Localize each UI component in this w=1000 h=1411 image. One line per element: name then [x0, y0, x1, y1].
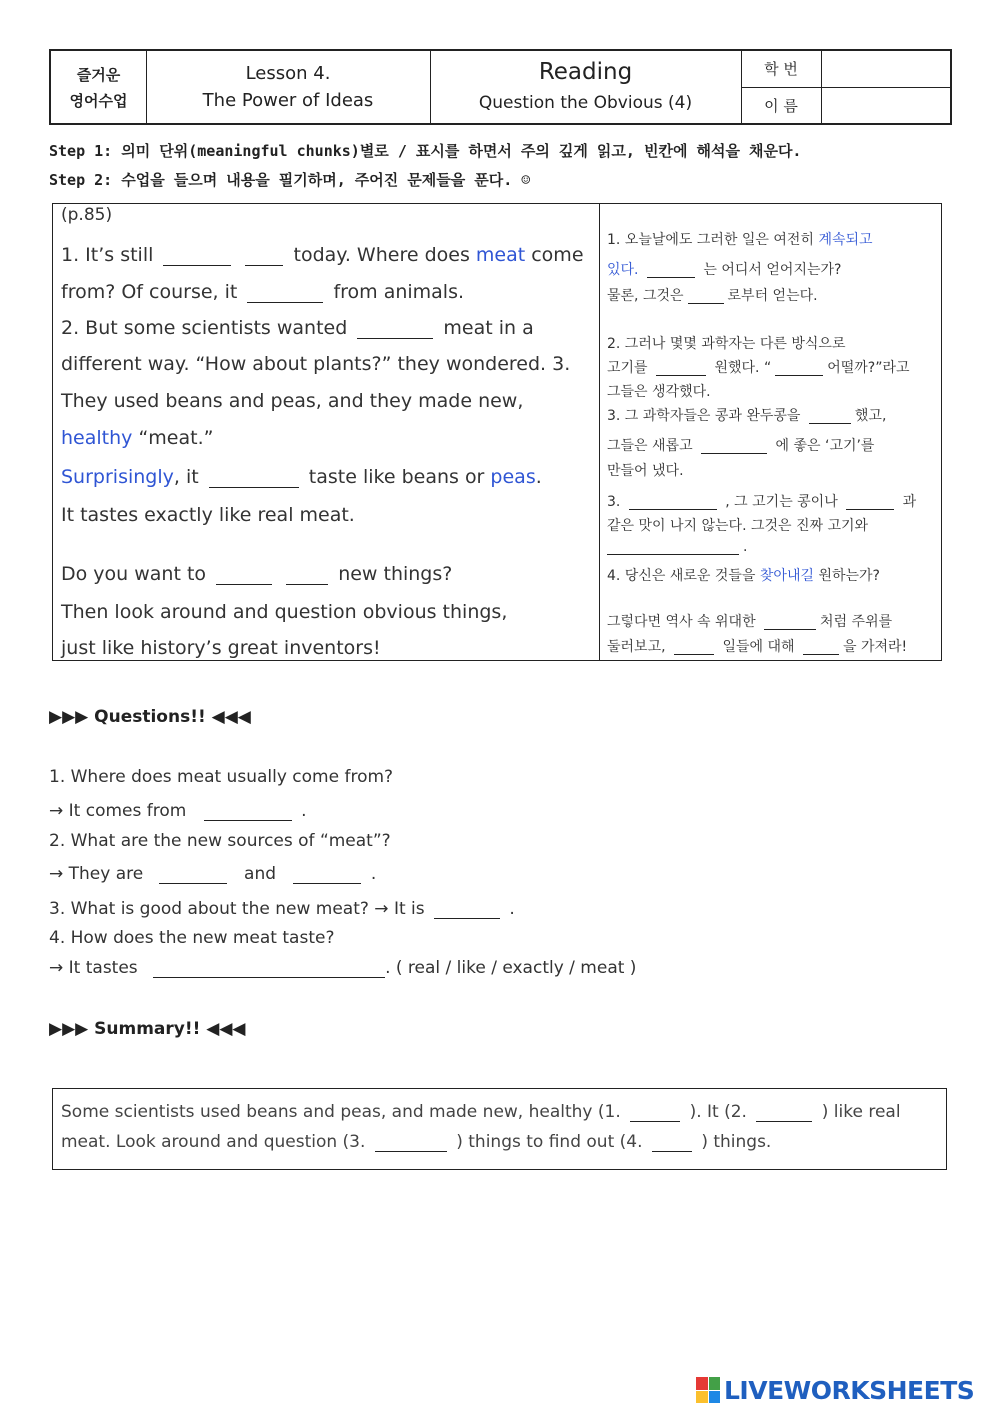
translation-line-15	[607, 636, 907, 656]
text: 그렇다면 역사 속 위대한	[607, 614, 756, 630]
passage-line-2	[61, 281, 464, 303]
text: .	[301, 801, 307, 821]
text: Do you want to	[61, 563, 207, 585]
name-field[interactable]	[821, 88, 950, 124]
course-line1: 즐거운	[76, 66, 121, 84]
blank-input[interactable]	[764, 615, 816, 631]
text: come	[531, 244, 584, 266]
text: 에 좋은 ‘고기’를	[775, 438, 875, 454]
summary-blank-2[interactable]	[756, 1103, 812, 1122]
text: meat. Look around and question (3.	[61, 1132, 366, 1152]
blank-input[interactable]	[245, 245, 283, 266]
summary-line-1	[61, 1102, 901, 1122]
answer-1-input[interactable]	[204, 802, 292, 821]
translation-line-5	[607, 357, 910, 377]
text: 3. What is good about the new meat? → It is	[49, 899, 425, 919]
translation-line-6: 그들은 생각했다.	[607, 384, 711, 400]
blank-input[interactable]	[656, 361, 706, 377]
text: 1. 오늘날에도 그러한 일은 여전히	[607, 232, 814, 248]
highlight-word: 찾아내길	[759, 568, 814, 584]
student-id-field[interactable]	[821, 51, 950, 88]
translation-line-10	[607, 491, 916, 511]
blank-input[interactable]	[809, 409, 851, 425]
lesson-title: The Power of Ideas	[202, 90, 374, 111]
blank-input[interactable]	[286, 564, 328, 585]
text: “meat.”	[138, 427, 214, 449]
text: 고기를	[607, 360, 648, 376]
translation-line-11: 같은 맛이 나지 않는다. 그것은 진짜 고기와	[607, 518, 869, 534]
lesson-cell	[146, 51, 431, 123]
translation-line-1	[607, 229, 873, 249]
blank-input[interactable]	[688, 289, 724, 305]
text: 3. 그 과학자들은 콩과 완두콩을	[607, 408, 801, 424]
question-3	[49, 899, 515, 919]
blank-input[interactable]	[674, 640, 714, 656]
answer-3-input[interactable]	[434, 900, 500, 919]
text: ) like real	[821, 1102, 901, 1122]
highlight-word: healthy	[61, 427, 133, 449]
text: 과	[902, 494, 917, 510]
highlight-word: Surprisingly	[61, 466, 174, 488]
text: ). It (2.	[689, 1102, 747, 1122]
value-cell	[821, 51, 950, 123]
text: ) things to find out (4.	[456, 1132, 643, 1152]
text: from animals.	[333, 281, 465, 303]
answer-4	[49, 958, 636, 978]
translation-line-13	[607, 565, 880, 585]
reading-divider	[599, 203, 600, 661]
question-4: 4. How does the new meat taste?	[49, 928, 335, 948]
passage-line-5: They used beans and peas, and they made new,	[61, 390, 524, 412]
logo-grid-icon	[696, 1377, 720, 1403]
watermark-text: LIVEWORKSHEETS	[724, 1375, 975, 1405]
questions-title: ▶▶▶ Questions!! ◀◀◀	[49, 707, 251, 727]
answer-2b-input[interactable]	[293, 865, 361, 884]
passage-line-9	[61, 563, 452, 585]
course-cell	[51, 51, 147, 123]
text: , 그 고기는 콩이나	[725, 494, 838, 510]
text: 어떨까?”라고	[827, 360, 910, 376]
question-2: 2. What are the new sources of “meat”?	[49, 831, 391, 851]
highlight-word: meat	[475, 244, 526, 266]
text: 원했다. “	[714, 360, 772, 376]
text: today. Where does	[293, 244, 470, 266]
translation-line-7	[607, 405, 886, 425]
header-table	[49, 49, 952, 125]
lesson-number: Lesson 4.	[245, 63, 331, 84]
text: new things?	[338, 563, 453, 585]
passage-line-11: just like history’s great inventors!	[61, 637, 381, 659]
text: → It tastes	[49, 958, 138, 978]
question-1: 1. Where does meat usually come from?	[49, 767, 394, 787]
text: .	[509, 899, 515, 919]
passage-line-6	[61, 427, 213, 449]
student-id-label: 학 번	[741, 51, 821, 88]
summary-blank-1[interactable]	[630, 1103, 680, 1122]
text: meat in a	[443, 317, 534, 339]
blank-input[interactable]	[357, 318, 433, 339]
page-subtitle: Question the Obvious (4)	[478, 93, 693, 113]
page-title: Reading	[538, 59, 633, 85]
blank-input[interactable]	[701, 439, 767, 455]
blank-input[interactable]	[629, 495, 717, 511]
passage-line-3	[61, 317, 534, 339]
summary-box	[52, 1088, 947, 1170]
blank-input[interactable]	[803, 640, 839, 656]
text: taste like beans or	[308, 466, 485, 488]
translation-line-9: 만들어 냈다.	[607, 463, 684, 479]
name-label: 이 름	[764, 97, 798, 115]
answer-4-input[interactable]	[153, 959, 385, 978]
answer-2a-input[interactable]	[159, 865, 227, 884]
text: .	[370, 864, 377, 884]
translation-line-4: 2. 그러나 몇몇 과학자는 다른 방식으로	[607, 336, 846, 352]
step2-instruction: Step 2: 수업을 들으며 내용을 필기하며, 주어진 문제들을 푼다. ☺	[49, 171, 531, 189]
text: → It comes from	[49, 801, 187, 821]
highlight-word: 계속되고	[818, 232, 873, 248]
text: from? Of course, it	[61, 281, 238, 303]
text: 일들에 대해	[722, 639, 795, 655]
passage-line-7	[61, 466, 542, 488]
summary-blank-4[interactable]	[652, 1133, 692, 1152]
answer-1	[49, 801, 307, 821]
page-reference: (p.85)	[61, 205, 113, 225]
blank-input[interactable]	[607, 540, 739, 556]
summary-blank-3[interactable]	[375, 1133, 447, 1152]
text: 4. 당신은 새로운 것들을	[607, 568, 756, 584]
summary-line-2	[61, 1132, 771, 1152]
text: 원하는가?	[818, 568, 880, 584]
blank-input[interactable]	[247, 282, 323, 303]
text: 그들은 새롭고	[607, 438, 693, 454]
text: 1. It’s still	[61, 244, 154, 266]
label-cell	[741, 51, 822, 123]
reading-title-cell	[430, 51, 742, 123]
translation-line-12	[607, 539, 747, 555]
text: .	[743, 539, 748, 555]
passage-line-4: different way. “How about plants?” they wondered. 3.	[61, 353, 571, 375]
text: 을 가져라!	[842, 639, 908, 655]
text: 둘러보고,	[607, 639, 666, 655]
course-line2: 영어수업	[69, 92, 128, 110]
text: , it	[173, 466, 199, 488]
text: and	[244, 864, 277, 884]
text: 는 어디서 얻어지는가?	[703, 262, 842, 278]
text: . ( real / like / exactly / meat )	[385, 958, 637, 978]
translation-line-8	[607, 435, 874, 455]
blank-input[interactable]	[209, 467, 299, 488]
blank-input[interactable]	[846, 495, 894, 511]
text: 3.	[607, 494, 621, 510]
translation-line-14	[607, 611, 892, 631]
blank-input[interactable]	[216, 564, 272, 585]
text: 로부터 얻는다.	[727, 288, 818, 304]
liveworksheets-logo	[696, 1374, 974, 1406]
blank-input[interactable]	[163, 245, 231, 266]
step1-instruction: Step 1: 의미 단위(meaningful chunks)별로 / 표시를 하면서 주의 깊게 읽고, 빈칸에 해석을 채운다.	[49, 142, 802, 160]
text: 2. But some scientists wanted	[61, 317, 348, 339]
highlight-word: peas	[490, 466, 536, 488]
summary-title: ▶▶▶ Summary!! ◀◀◀	[49, 1019, 246, 1039]
blank-input[interactable]	[775, 361, 823, 377]
text: 물론, 그것은	[607, 288, 684, 304]
highlight-word: 있다.	[607, 262, 639, 278]
answer-2	[49, 864, 376, 884]
text: Some scientists used beans and peas, and made new, healthy (1.	[61, 1102, 621, 1122]
text: .	[535, 466, 542, 488]
translation-line-3	[607, 285, 818, 305]
passage-line-10: Then look around and question obvious things,	[61, 601, 508, 623]
text: ) things.	[701, 1132, 772, 1152]
translation-line-2	[607, 259, 841, 279]
blank-input[interactable]	[647, 263, 695, 279]
passage-line-1	[61, 244, 584, 266]
text: → They are	[49, 864, 144, 884]
text: 처럼 주위를	[820, 614, 893, 630]
text: 했고,	[854, 408, 887, 424]
passage-line-8: It tastes exactly like real meat.	[61, 504, 355, 526]
